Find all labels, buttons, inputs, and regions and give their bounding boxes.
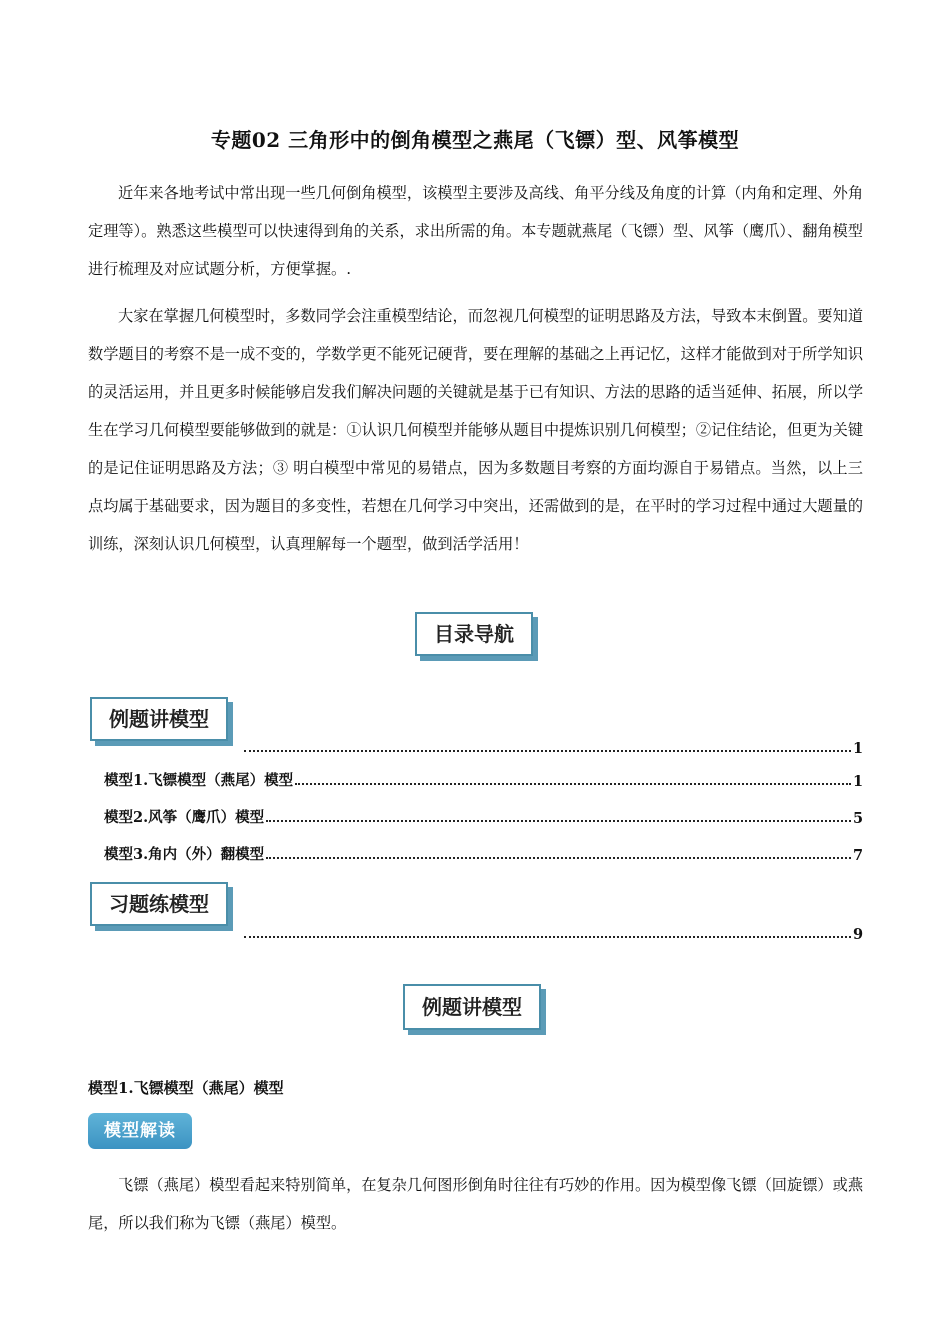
- toc-example-section-entry[interactable]: [242, 740, 863, 757]
- toc-item-label: 模型3.角内（外）翻模型: [104, 846, 265, 863]
- toc-title: 目录导航: [415, 612, 533, 656]
- toc-page-number: 9: [853, 926, 864, 943]
- model-interpretation-badge: 模型解读: [88, 1113, 192, 1149]
- section-title: 例题讲模型: [403, 984, 541, 1030]
- toc-exercise-section-entry[interactable]: [242, 926, 863, 943]
- toc-item-model-2[interactable]: [104, 806, 863, 827]
- toc-page-number: 1: [853, 740, 864, 757]
- toc-example-section-label[interactable]: 例题讲模型: [90, 697, 228, 741]
- toc-leader-dots: [266, 819, 851, 822]
- toc-exercise-section-label[interactable]: 习题练模型: [90, 882, 228, 926]
- toc-page-number: 7: [853, 847, 864, 864]
- model-paragraph: 飞镖（燕尾）模型看起来特别简单，在复杂几何图形倒角时往往有巧妙的作用。因为模型像飞镖（回旋镖）或燕尾，所以我们称为飞镖（燕尾）模型。: [88, 1176, 863, 1232]
- toc-item-label: 模型1.飞镖模型（燕尾）模型: [104, 772, 294, 789]
- intro-paragraph-2: 大家在掌握几何模型时，多数同学会注重模型结论，而忽视几何模型的证明思路及方法，导致本末倒置。要知道数学题目的考察不是一成不变的，学数学更不能死记硬背，要在理解的基础之上再记忆，这样才能做到对于所学知识的灵活运用，并且更多时候能够启发我们解决问题的关键就是基于已有知识、方法的思路的适当延伸、拓展，所以学生在学习几何模型要能够做到的就是：①认识几何模型并能够从题目中提炼识别几何模型；②记住结论，但更为关键的是记住证明思路及方法；③ 明白模型中常见的易错点，因为多数题目考察的方面均源自于易错点。当然，以上三点均属于基础要求，因为题目的多变性，若想在几何学习中突出，还需做到的是，在平时的学习过程中通过大题量的训练，深刻认识几何模型，认真理解每一个题型，做到活学活用！: [88, 307, 863, 553]
- toc-item-model-3[interactable]: [104, 843, 863, 864]
- model-heading: 模型1.飞镖模型（燕尾）模型: [88, 1079, 284, 1097]
- toc-leader-dots: [244, 935, 851, 938]
- document-title: 专题02 三角形中的倒角模型之燕尾（飞镖）型、风筝模型: [210, 128, 740, 152]
- toc-leader-dots: [244, 749, 851, 752]
- toc-item-model-1[interactable]: [104, 769, 863, 790]
- toc-page-number: 1: [853, 773, 864, 790]
- toc-leader-dots: [266, 856, 851, 859]
- toc-item-label: 模型2.风筝（鹰爪）模型: [104, 809, 265, 826]
- toc-page-number: 5: [853, 810, 864, 827]
- toc-leader-dots: [295, 782, 851, 785]
- intro-paragraph-1: 近年来各地考试中常出现一些几何倒角模型，该模型主要涉及高线、角平分线及角度的计算（内角和定理、外角定理等）。熟悉这些模型可以快速得到角的关系，求出所需的角。本专题就燕尾（飞镖）型、风筝（鹰爪）、翻角模型进行梳理及对应试题分析，方便掌握。.: [88, 184, 863, 278]
